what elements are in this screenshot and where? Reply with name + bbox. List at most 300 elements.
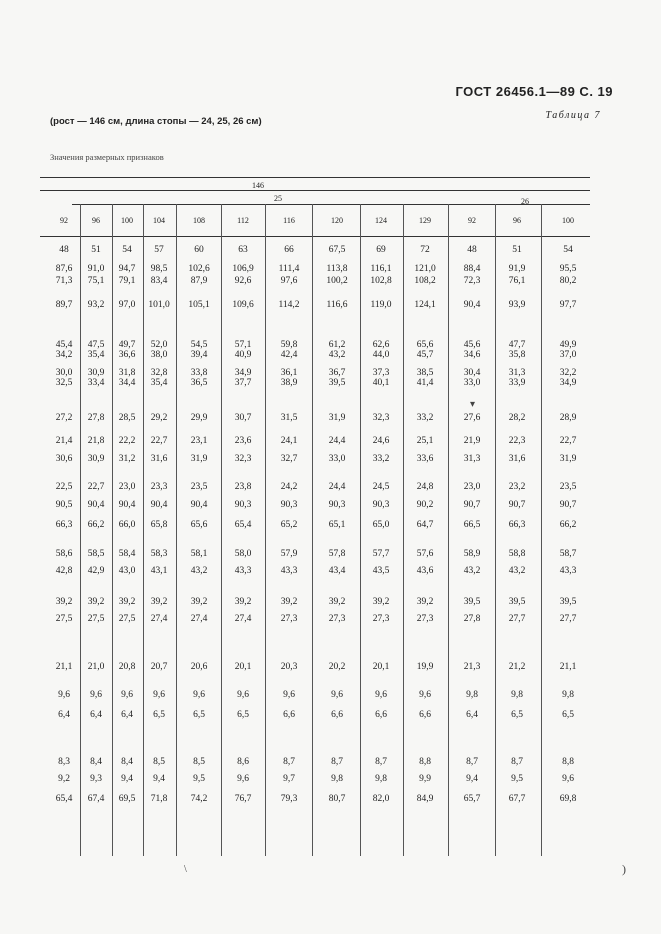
table-cell: 30,4 xyxy=(463,368,481,378)
table-cell: 60 xyxy=(194,245,204,255)
table-cell: 33,9 xyxy=(508,378,526,388)
table-cell: 42,8 xyxy=(55,566,73,576)
table-cell: 43,0 xyxy=(118,566,136,576)
table-cell: 9,6 xyxy=(90,690,102,700)
table-cell: 90,3 xyxy=(234,500,252,510)
table-cell: 28,5 xyxy=(118,413,136,423)
table-cell: 23,5 xyxy=(190,482,208,492)
table-cell: 44,0 xyxy=(372,350,390,360)
table-cell: 66 xyxy=(284,245,294,255)
table-cell: 114,2 xyxy=(278,300,300,310)
table-cell: 28,2 xyxy=(508,413,526,423)
table-cell: 32,5 xyxy=(55,378,73,388)
table-cell: 124,1 xyxy=(414,300,436,310)
table-cell: 90,4 xyxy=(118,500,136,510)
table-cell: 65,4 xyxy=(234,520,252,530)
table-cell: 57,8 xyxy=(328,549,346,559)
table-cell: 29,9 xyxy=(190,413,208,423)
table-cell: 90,4 xyxy=(150,500,168,510)
column-header: 104 xyxy=(153,216,165,225)
gost-header: ГОСТ 26456.1—89 С. 19 xyxy=(455,84,613,99)
table-cell: 21,0 xyxy=(87,662,105,672)
table-cell: 97,6 xyxy=(280,276,298,286)
table-cell: 54,5 xyxy=(190,340,208,350)
table-cell: 24,8 xyxy=(416,482,434,492)
table-cell: 9,2 xyxy=(58,774,70,784)
scan-mark: ) xyxy=(622,862,626,876)
table-cell: 90,3 xyxy=(328,500,346,510)
table-cell: 22,3 xyxy=(508,436,526,446)
table-cell: 24,2 xyxy=(280,482,298,492)
group-foot-25-label: 25 xyxy=(274,194,282,203)
table-cell: 90,3 xyxy=(280,500,298,510)
table-cell: 6,4 xyxy=(121,710,133,720)
table-cell: 67,7 xyxy=(508,794,526,804)
table-cell: 8,4 xyxy=(90,757,102,767)
column-header: 120 xyxy=(331,216,343,225)
table-cell: 8,4 xyxy=(121,757,133,767)
table-cell: 57,7 xyxy=(372,549,390,559)
table-cell: 90,4 xyxy=(87,500,105,510)
column-divider xyxy=(312,204,313,856)
table-cell: 36,6 xyxy=(118,350,136,360)
table-cell: 43,2 xyxy=(328,350,346,360)
table-cell: 90,4 xyxy=(190,500,208,510)
table-cell: 34,9 xyxy=(559,378,577,388)
table-cell: 43,3 xyxy=(234,566,252,576)
table-cell: 28,9 xyxy=(559,413,577,423)
table-cell: 39,2 xyxy=(372,597,390,607)
table-cell: 33,8 xyxy=(190,368,208,378)
table-cell: 9,4 xyxy=(466,774,478,784)
column-header: 112 xyxy=(237,216,249,225)
table-cell: 6,5 xyxy=(511,710,523,720)
table-cell: 57,9 xyxy=(280,549,298,559)
table-cell: 121,0 xyxy=(414,264,436,274)
table-cell: 24,4 xyxy=(328,482,346,492)
table-cell: 22,2 xyxy=(118,436,136,446)
column-divider xyxy=(448,204,449,856)
table-cell: 32,3 xyxy=(234,454,252,464)
table-cell: 57,6 xyxy=(416,549,434,559)
table-cell: 21,8 xyxy=(87,436,105,446)
table-cell: 9,5 xyxy=(511,774,523,784)
table-cell: 79,3 xyxy=(280,794,298,804)
table-cell: 58,3 xyxy=(150,549,168,559)
table-cell: 66,3 xyxy=(55,520,73,530)
table-cell: 9,8 xyxy=(466,690,478,700)
table-cell: 21,1 xyxy=(559,662,577,672)
table-cell: 47,5 xyxy=(87,340,105,350)
table-cell: 43,2 xyxy=(508,566,526,576)
table-cell: 23,3 xyxy=(150,482,168,492)
table-cell: 54 xyxy=(122,245,132,255)
table-cell: 30,7 xyxy=(234,413,252,423)
table-cell: 37,3 xyxy=(372,368,390,378)
table-rule-top xyxy=(40,177,590,178)
table-cell: 35,4 xyxy=(87,350,105,360)
column-header: 92 xyxy=(468,216,476,225)
table-cell: 45,6 xyxy=(463,340,481,350)
table-cell: 87,9 xyxy=(190,276,208,286)
table-cell: 42,4 xyxy=(280,350,298,360)
table-cell: 90,7 xyxy=(463,500,481,510)
table-cell: 65,0 xyxy=(372,520,390,530)
table-cell: 27,3 xyxy=(416,614,434,624)
table-cell: 23,8 xyxy=(234,482,252,492)
table-cell: 37,7 xyxy=(234,378,252,388)
column-header: 100 xyxy=(121,216,133,225)
table-cell: 31,3 xyxy=(463,454,481,464)
table-cell: 43,1 xyxy=(150,566,168,576)
table-cell: 23,6 xyxy=(234,436,252,446)
table-cell: 93,9 xyxy=(508,300,526,310)
table-cell: 6,4 xyxy=(58,710,70,720)
table-cell: 21,1 xyxy=(55,662,73,672)
table-cell: 63 xyxy=(238,245,248,255)
table-rule-height xyxy=(40,190,590,191)
table-cell: 8,7 xyxy=(283,757,295,767)
table-cell: 43,3 xyxy=(280,566,298,576)
table-cell: 31,6 xyxy=(508,454,526,464)
table-cell: 32,3 xyxy=(372,413,390,423)
table-cell: 20,3 xyxy=(280,662,298,672)
table-cell: 66,2 xyxy=(559,520,577,530)
table-cell: 92,6 xyxy=(234,276,252,286)
table-cell: 31,9 xyxy=(190,454,208,464)
table-cell: 23,5 xyxy=(559,482,577,492)
table-cell: 22,5 xyxy=(55,482,73,492)
table-cell: 39,2 xyxy=(234,597,252,607)
table-cell: 66,3 xyxy=(508,520,526,530)
table-cell: 39,5 xyxy=(508,597,526,607)
table-cell: 58,6 xyxy=(55,549,73,559)
scan-mark: \ xyxy=(184,864,187,875)
table-cell: 62,6 xyxy=(372,340,390,350)
table-cell: 47,7 xyxy=(508,340,526,350)
table-cell: 9,8 xyxy=(562,690,574,700)
table-cell: 90,7 xyxy=(508,500,526,510)
table-cell: 39,2 xyxy=(55,597,73,607)
table-cell: 39,5 xyxy=(463,597,481,607)
table-cell: 9,6 xyxy=(331,690,343,700)
table-cell: 82,0 xyxy=(372,794,390,804)
table-cell: 27,3 xyxy=(280,614,298,624)
table-cell: 52,0 xyxy=(150,340,168,350)
table-cell: 88,4 xyxy=(463,264,481,274)
table-cell: 27,2 xyxy=(55,413,73,423)
table-cell: 119,0 xyxy=(370,300,392,310)
table-cell: 32,2 xyxy=(559,368,577,378)
table-cell: 48 xyxy=(467,245,477,255)
table-cell: 38,9 xyxy=(280,378,298,388)
table-cell: 54 xyxy=(563,245,573,255)
table-cell: 80,7 xyxy=(328,794,346,804)
table-rule-columns xyxy=(40,236,590,237)
table-cell: 27,3 xyxy=(372,614,390,624)
table-cell: 69,5 xyxy=(118,794,136,804)
table-cell: 27,3 xyxy=(328,614,346,624)
table-cell: 69,8 xyxy=(559,794,577,804)
table-cell: 43,2 xyxy=(190,566,208,576)
table-cell: 65,1 xyxy=(328,520,346,530)
table-subtitle: (рост — 146 см, длина стопы — 24, 25, 26 см) xyxy=(50,116,262,127)
table-cell: 31,6 xyxy=(150,454,168,464)
table-cell: 24,1 xyxy=(280,436,298,446)
table-cell: 6,4 xyxy=(90,710,102,720)
table-cell: 20,8 xyxy=(118,662,136,672)
table-cell: 90,2 xyxy=(416,500,434,510)
table-cell: 34,2 xyxy=(55,350,73,360)
table-cell: 9,6 xyxy=(237,774,249,784)
table-cell: 75,1 xyxy=(87,276,105,286)
table-cell: 36,1 xyxy=(280,368,298,378)
table-cell: 65,6 xyxy=(190,520,208,530)
table-cell: 40,9 xyxy=(234,350,252,360)
table-cell: 65,6 xyxy=(416,340,434,350)
table-cell: 65,7 xyxy=(463,794,481,804)
column-divider xyxy=(265,204,266,856)
table-cell: 113,8 xyxy=(326,264,348,274)
table-cell: 8,7 xyxy=(466,757,478,767)
table-cell: 20,7 xyxy=(150,662,168,672)
table-cell: 22,7 xyxy=(559,436,577,446)
table-cell: 102,6 xyxy=(188,264,210,274)
table-cell: 9,6 xyxy=(375,690,387,700)
table-cell: 57 xyxy=(154,245,164,255)
table-cell: 35,4 xyxy=(150,378,168,388)
table-cell: 27,8 xyxy=(87,413,105,423)
table-cell: 58,5 xyxy=(87,549,105,559)
table-cell: 66,0 xyxy=(118,520,136,530)
table-cell: 66,2 xyxy=(87,520,105,530)
table-cell: 23,0 xyxy=(118,482,136,492)
table-cell: 9,8 xyxy=(375,774,387,784)
table-cell: 69 xyxy=(376,245,386,255)
table-cell: 9,6 xyxy=(153,690,165,700)
table-cell: 27,4 xyxy=(234,614,252,624)
table-cell: 89,7 xyxy=(55,300,73,310)
table-cell: 27,5 xyxy=(118,614,136,624)
table-cell: 76,1 xyxy=(508,276,526,286)
table-cell: 6,5 xyxy=(193,710,205,720)
table-cell: 27,8 xyxy=(463,614,481,624)
table-cell: 30,6 xyxy=(55,454,73,464)
table-cell: 106,9 xyxy=(232,264,254,274)
table-cell: 116,6 xyxy=(326,300,348,310)
table-cell: 72 xyxy=(420,245,430,255)
table-cell: 31,5 xyxy=(280,413,298,423)
table-cell: 35,8 xyxy=(508,350,526,360)
column-header: 129 xyxy=(419,216,431,225)
table-cell: 58,8 xyxy=(508,549,526,559)
table-cell: 37,0 xyxy=(559,350,577,360)
table-cell: 9,4 xyxy=(153,774,165,784)
table-cell: 33,2 xyxy=(416,413,434,423)
table-cell: 36,5 xyxy=(190,378,208,388)
table-cell: 9,7 xyxy=(283,774,295,784)
group-foot-26-label: 26 xyxy=(521,197,529,206)
table-cell: 65,4 xyxy=(55,794,73,804)
table-cell: 72,3 xyxy=(463,276,481,286)
table-cell: 27,7 xyxy=(559,614,577,624)
column-divider xyxy=(541,204,542,856)
table-cell: 79,1 xyxy=(118,276,136,286)
table-cell: 6,6 xyxy=(419,710,431,720)
table-cell: 58,7 xyxy=(559,549,577,559)
table-cell: 8,7 xyxy=(375,757,387,767)
table-cell: 24,6 xyxy=(372,436,390,446)
scan-mark: ▾ xyxy=(470,399,476,410)
column-header: 96 xyxy=(92,216,100,225)
table-cell: 27,4 xyxy=(150,614,168,624)
table-cell: 59,8 xyxy=(280,340,298,350)
table-cell: 31,8 xyxy=(118,368,136,378)
table-cell: 38,0 xyxy=(150,350,168,360)
column-header: 108 xyxy=(193,216,205,225)
table-cell: 19,9 xyxy=(416,662,434,672)
table-cell: 98,5 xyxy=(150,264,168,274)
table-cell: 6,6 xyxy=(331,710,343,720)
table-cell: 21,4 xyxy=(55,436,73,446)
table-cell: 22,7 xyxy=(150,436,168,446)
section-label: Значения размерных признаков xyxy=(50,152,164,162)
table-cell: 22,7 xyxy=(87,482,105,492)
table-cell: 27,5 xyxy=(55,614,73,624)
table-cell: 20,6 xyxy=(190,662,208,672)
table-cell: 61,2 xyxy=(328,340,346,350)
table-cell: 31,9 xyxy=(328,413,346,423)
table-cell: 31,2 xyxy=(118,454,136,464)
table-cell: 102,8 xyxy=(370,276,392,286)
table-cell: 9,6 xyxy=(283,690,295,700)
table-cell: 43,3 xyxy=(559,566,577,576)
table-cell: 9,6 xyxy=(237,690,249,700)
table-cell: 9,3 xyxy=(90,774,102,784)
table-cell: 80,2 xyxy=(559,276,577,286)
table-cell: 23,1 xyxy=(190,436,208,446)
table-cell: 6,6 xyxy=(375,710,387,720)
table-cell: 27,4 xyxy=(190,614,208,624)
table-cell: 9,6 xyxy=(419,690,431,700)
table-cell: 57,1 xyxy=(234,340,252,350)
table-cell: 67,4 xyxy=(87,794,105,804)
table-cell: 39,2 xyxy=(87,597,105,607)
table-cell: 34,6 xyxy=(463,350,481,360)
table-cell: 65,2 xyxy=(280,520,298,530)
table-cell: 94,7 xyxy=(118,264,136,274)
column-header: 100 xyxy=(562,216,574,225)
table-cell: 24,5 xyxy=(372,482,390,492)
table-cell: 45,7 xyxy=(416,350,434,360)
table-cell: 39,2 xyxy=(280,597,298,607)
table-cell: 105,1 xyxy=(188,300,210,310)
table-cell: 45,4 xyxy=(55,340,73,350)
table-cell: 87,6 xyxy=(55,264,73,274)
table-cell: 116,1 xyxy=(370,264,392,274)
group-height-label: 146 xyxy=(252,181,264,190)
table-cell: 8,7 xyxy=(511,757,523,767)
table-cell: 33,2 xyxy=(372,454,390,464)
column-header: 124 xyxy=(375,216,387,225)
table-cell: 8,5 xyxy=(193,757,205,767)
table-cell: 9,8 xyxy=(511,690,523,700)
table-cell: 6,4 xyxy=(466,710,478,720)
table-cell: 23,0 xyxy=(463,482,481,492)
table-cell: 74,2 xyxy=(190,794,208,804)
table-cell: 39,4 xyxy=(190,350,208,360)
table-cell: 23,2 xyxy=(508,482,526,492)
table-cell: 97,7 xyxy=(559,300,577,310)
table-cell: 58,0 xyxy=(234,549,252,559)
table-cell: 91,9 xyxy=(508,264,526,274)
table-cell: 9,6 xyxy=(193,690,205,700)
table-cell: 40,1 xyxy=(372,378,390,388)
table-cell: 39,5 xyxy=(328,378,346,388)
table-cell: 30,9 xyxy=(87,454,105,464)
table-cell: 101,0 xyxy=(148,300,170,310)
table-cell: 30,9 xyxy=(87,368,105,378)
table-cell: 51 xyxy=(512,245,522,255)
table-cell: 58,4 xyxy=(118,549,136,559)
table-cell: 100,2 xyxy=(326,276,348,286)
table-cell: 20,1 xyxy=(234,662,252,672)
table-cell: 32,8 xyxy=(150,368,168,378)
table-cell: 49,7 xyxy=(118,340,136,350)
table-cell: 9,5 xyxy=(193,774,205,784)
table-cell: 6,5 xyxy=(237,710,249,720)
table-cell: 58,9 xyxy=(463,549,481,559)
table-cell: 65,8 xyxy=(150,520,168,530)
table-cell: 27,7 xyxy=(508,614,526,624)
table-cell: 39,2 xyxy=(190,597,208,607)
table-cell: 21,3 xyxy=(463,662,481,672)
table-cell: 9,4 xyxy=(121,774,133,784)
table-cell: 8,7 xyxy=(331,757,343,767)
table-cell: 31,3 xyxy=(508,368,526,378)
table-cell: 39,2 xyxy=(328,597,346,607)
table-cell: 64,7 xyxy=(416,520,434,530)
table-cell: 30,0 xyxy=(55,368,73,378)
table-cell: 21,2 xyxy=(508,662,526,672)
table-cell: 6,6 xyxy=(283,710,295,720)
table-cell: 33,6 xyxy=(416,454,434,464)
column-header: 116 xyxy=(283,216,295,225)
table-cell: 39,2 xyxy=(150,597,168,607)
column-header: 96 xyxy=(513,216,521,225)
table-cell: 27,6 xyxy=(463,413,481,423)
table-cell: 8,5 xyxy=(153,757,165,767)
table-cell: 34,9 xyxy=(234,368,252,378)
table-cell: 9,9 xyxy=(419,774,431,784)
table-cell: 43,5 xyxy=(372,566,390,576)
table-cell: 29,2 xyxy=(150,413,168,423)
table-cell: 33,4 xyxy=(87,378,105,388)
table-cell: 111,4 xyxy=(278,264,300,274)
table-cell: 41,4 xyxy=(416,378,434,388)
table-cell: 48 xyxy=(59,245,69,255)
table-cell: 108,2 xyxy=(414,276,436,286)
table-cell: 71,3 xyxy=(55,276,73,286)
table-cell: 6,5 xyxy=(153,710,165,720)
table-cell: 93,2 xyxy=(87,300,105,310)
table-cell: 27,5 xyxy=(87,614,105,624)
table-cell: 71,8 xyxy=(150,794,168,804)
column-header: 92 xyxy=(60,216,68,225)
table-cell: 21,9 xyxy=(463,436,481,446)
table-cell: 66,5 xyxy=(463,520,481,530)
table-cell: 90,5 xyxy=(55,500,73,510)
